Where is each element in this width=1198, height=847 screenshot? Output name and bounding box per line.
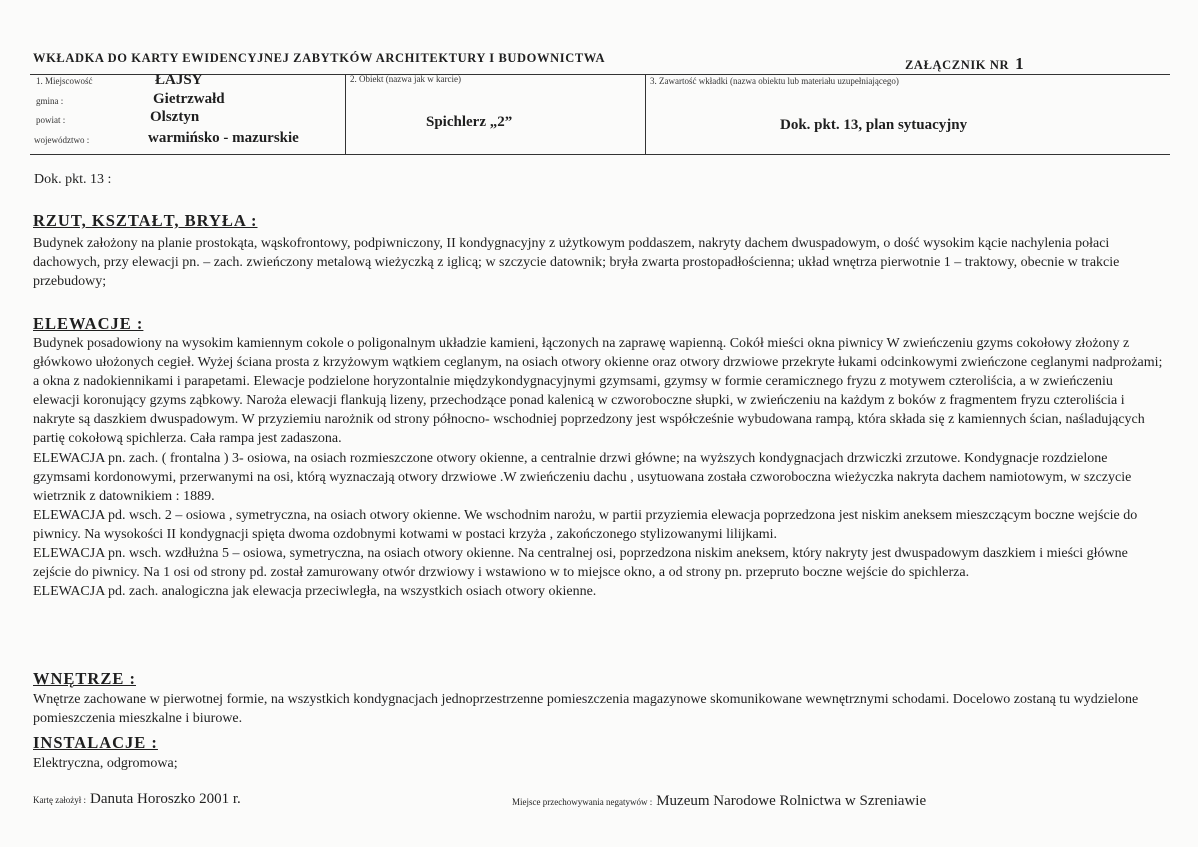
gmina-value: Gietrzwałd (153, 91, 225, 107)
annex-label-text: ZAŁĄCZNIK NR (905, 58, 1010, 72)
powiat-label: powiat : (36, 115, 66, 125)
document-title: WKŁADKA DO KARTY EWIDENCYJNEJ ZABYTKÓW ARCHITEKTURY I BUDOWNICTWA (33, 51, 606, 65)
storage-line (512, 792, 926, 810)
section-text-wnetrze (33, 690, 1163, 728)
contents-value: Dok. pkt. 13, plan sytuacyjny (780, 117, 968, 133)
storage-label: Miejsce przechowywania negatywów : (512, 797, 653, 807)
section-title-instalacje: INSTALACJE : (33, 733, 158, 752)
section-title-elewacje: ELEWACJE : (33, 314, 144, 333)
author-label: Kartę założył : (33, 795, 86, 805)
elewacje-paragraph: ELEWACJA pd. zach. analogiczna jak elewacja przeciwległa, na wszystkich osiach otwory okienne. (33, 584, 597, 600)
storage-value: Muzeum Narodowe Rolnictwa w Szreniawie (656, 793, 927, 809)
dok-pkt-label: Dok. pkt. 13 : (34, 172, 112, 187)
elewacje-paragraph: ELEWACJA pd. wsch. 2 – osiowa , symetryczna, na osiach otwory okienne. We wschodnim narożu, w partii przyziemia elewacja poprzedzona jest niskim aneksem mieszczącym boczne wejście do piwnicy. Na wysokości II kondygnacji spięta dwoma ozdobnymi kotwami w postaci krzyża , zakończonego stylizowanymi lilijkami. (33, 507, 1138, 542)
object-value: Spichlerz „2” (426, 114, 513, 130)
rzut-paragraph: Budynek założony na planie prostokąta, wąskofrontowy, podpiwniczony, II kondygnacyjny z użytkowym poddaszem, nakryty dachem dwuspadowym, o dość wysokim kącie nachylenia połaci dachowych, przy elewacji pn. – zach. zwieńczony metalową wieżyczką z iglicą; w szczycie datownik; bryła zwarta prostopadłościenna; układ wnętrza pierwotnie 1 – traktowy, obecnie w trakcie przebudowy; (33, 236, 1120, 290)
section-title-rzut: RZUT, KSZTAŁT, BRYŁA : (33, 211, 258, 230)
contents-label: 3. Zawartość wkładki (nazwa obiektu lub materiału uzupełniającego) (650, 76, 899, 86)
section-text-instalacje (33, 754, 1163, 773)
elewacje-paragraph: Budynek posadowiony na wysokim kamiennym cokole o poligonalnym układzie kamieni, łączonych na zaprawę wapienną. Cokół mieści okna piwnicy W zwieńczeniu gzyms cokołowy złożony z główkowo ułożonych cegieł. Wyżej ściana prosta z krzyżowym wątkiem ceglanym, na osiach otwory okienne oraz otwory drzwiowe przekryte łukami odcinkowymi zwieńczone ceglanymi nadprożami; a okna z nadokiennikami i parapetami. Elewacje podzielone horyzontalnie międzykondygnacyjnymi gzymsami, gzymsy w formie ceramicznego fryzu z motywem czteroliścia, a w zwieńczeniu elewacji koronujący gzyms ząbkowy. Naroża elewacji flankują lizeny, przechodzące ponad kalenicą w czworoboczne słupki, w zwieńczeniu na każdym z boków z fragmentem fryzu czteroliścia i nakryte są daszkiem dwuspadowym. W przyziemiu narożnik od strony północno- wschodniej poprzedzony jest współcześnie wybudowana rampą, która składa się z kamiennych ścian, naśladujących partię cokołową spichlerza. Cała rampa jest zadaszona. (33, 336, 1163, 447)
instalacje-paragraph: Elektryczna, odgromowa; (33, 756, 178, 771)
author-value: Danuta Horoszko 2001 r. (89, 791, 241, 807)
wojewodztwo-label: województwo : (34, 135, 90, 145)
object-label: 2. Obiekt (nazwa jak w karcie) (350, 74, 461, 84)
section-title-wnetrze: WNĘTRZE : (33, 669, 136, 688)
header-divider-1 (345, 74, 346, 154)
elewacje-paragraph: ELEWACJA pn. zach. ( frontalna ) 3- osiowa, na osiach rozmieszczone otwory okienne, a centralnie drzwi główne; na wyższych kondygnacjach drzwiczki zrzutowe. Kondygnacje rozdzielone gzymsami kordonowymi, przerwanymi na osi, którą wyznaczają otwory drzwiowe .W zwieńczeniu dachu , usytuowana została czworoboczna wieżyczka nakryta dachem namiotowym, w szczycie wietrznik z datownikiem : 1889. (33, 450, 1132, 504)
miejscowosc-label: 1. Miejscowość (36, 76, 93, 86)
wnetrze-paragraph: Wnętrze zachowane w pierwotnej formie, na wszystkich kondygnacjach jednoprzestrzenne pomieszczenia magazynowe skomunikowane wewnętrznymi schodami. Docelowo zostaną tu wydzielone pomieszczenia mieszkalne i biurowe. (33, 692, 1139, 727)
elewacje-paragraph: ELEWACJA pn. wsch. wzdłużna 5 – osiowa, symetryczna, na osiach otwory okienne. Na centralnej osi, poprzedzona niskim aneksem, który nakryty jest dwuspadowym daszkiem i mieści główne zejście do piwnicy. Na 1 osi od strony pd. został zamurowany otwór drzwiowy i wstawiono w to miejsce okno, a od strony pn. przepruto boczne wejście do spichlerza. (33, 546, 1128, 581)
gmina-label: gmina : (36, 96, 64, 106)
section-text-rzut (33, 234, 1163, 291)
wojewodztwo-value: warmińsko - mazurskie (148, 130, 299, 146)
miejscowosc-value: ŁAJSY (155, 72, 203, 88)
annex-number: 1 (1015, 54, 1025, 73)
annex-label (905, 54, 1024, 74)
powiat-value: Olsztyn (150, 109, 200, 125)
header-bottom-rule (30, 154, 1170, 155)
header-divider-2 (645, 74, 646, 154)
author-line (33, 790, 241, 808)
section-text-elewacje (33, 334, 1163, 601)
